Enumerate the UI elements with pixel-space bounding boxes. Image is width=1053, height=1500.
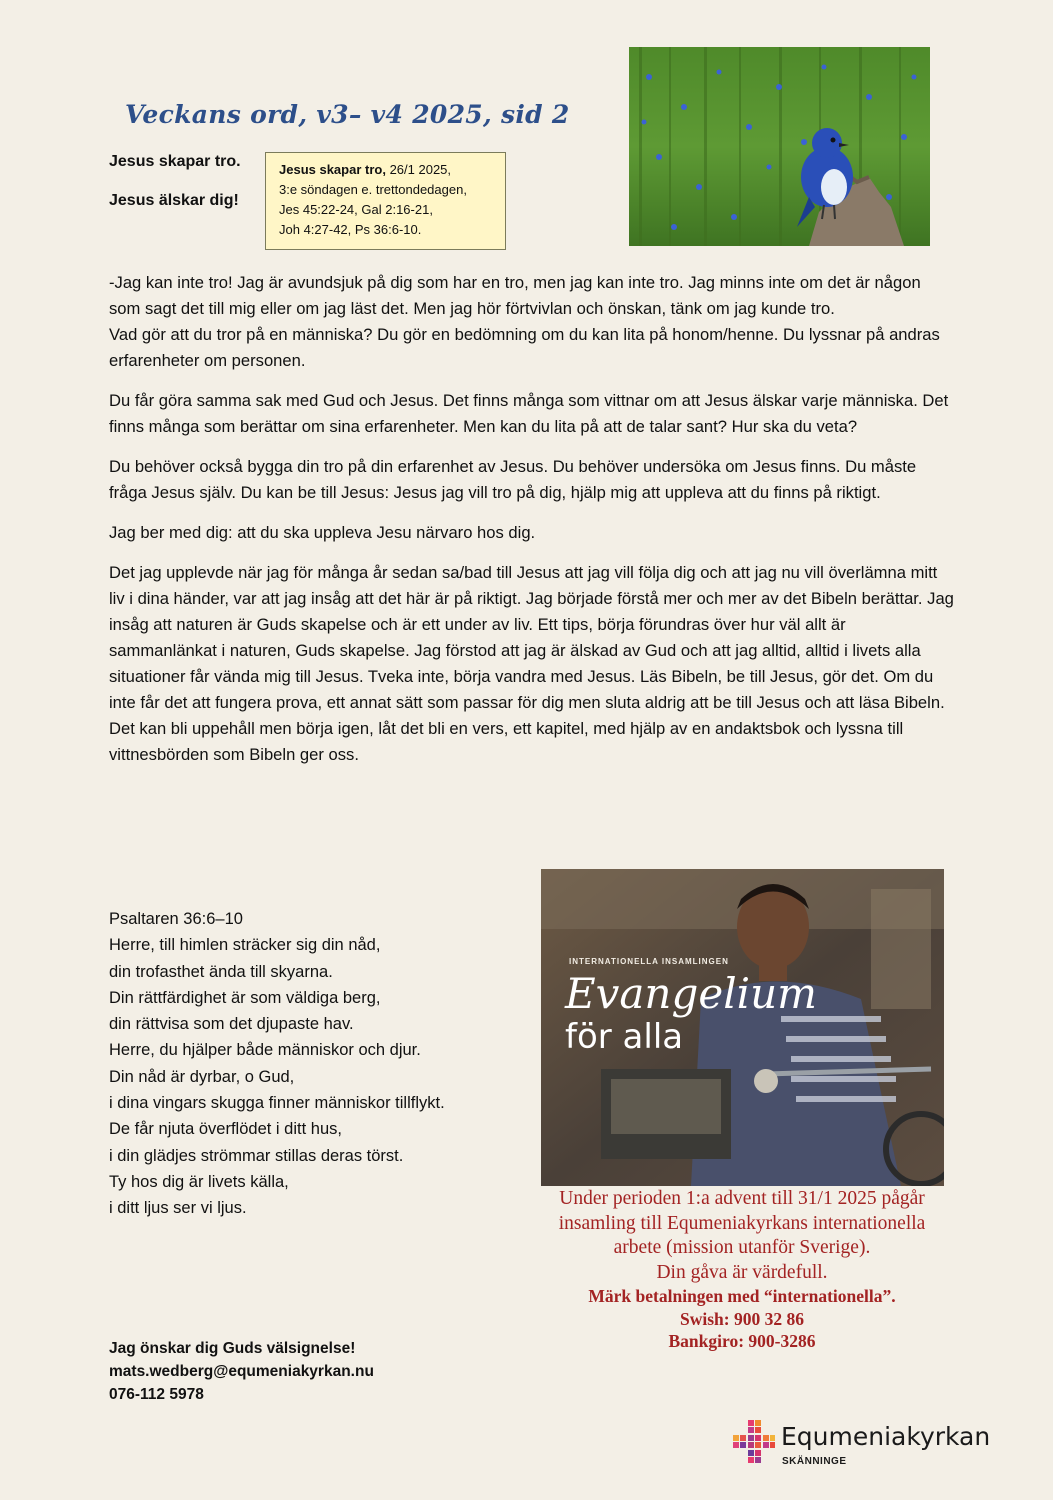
psalm-line: Ty hos dig är livets källa, [109, 1172, 289, 1191]
notice-line: Under perioden 1:a advent till 31/1 2025 pågår [559, 1188, 925, 1209]
body-paragraph: Vad gör att du tror på en människa? Du gör en bedömning om du kan lita på honom/henne. Du lyssnar på andras erfarenheter om personen. [109, 325, 940, 370]
notice-line: insamling till Equmeniakyrkans internationella [558, 1212, 926, 1234]
cross-logo-icon [733, 1420, 775, 1464]
poster-kicker: INTERNATIONELLA INSAMLINGEN [569, 957, 729, 966]
psalm-line: Herre, till himlen sträcker sig din nåd, [109, 936, 381, 955]
notice-swish: Swish: 900 32 86 [680, 1308, 804, 1329]
body-paragraph: Jag ber med dig: att du ska uppleva Jesu närvaro hos dig. [109, 523, 536, 542]
sermon-info-box [265, 152, 506, 250]
body-paragraph: Du får göra samma sak med Gud och Jesus. Det finns många som vittnar om att Jesus älskar varje människa. Det finns många som berättar om sina erfarenheter. Men kan du lita på att de talar sant? Hur ska du veta? [109, 391, 949, 436]
psalm-line: din rättvisa som det djupaste hav. [109, 1015, 354, 1034]
footer-greeting: Jag önskar dig Guds välsignelse! [109, 1340, 356, 1357]
page-title: Veckans ord, v3– v4 2025, sid 2 [125, 100, 570, 129]
psalm-line: De får njuta överflödet i ditt hus, [109, 1120, 342, 1139]
psalm-text [109, 906, 445, 1222]
poster-subtitle: för alla [565, 1017, 684, 1057]
sermon-body [109, 270, 954, 782]
collection-notice [524, 1187, 960, 1353]
info-line-2: 3:e söndagen e. trettondedagen, [279, 182, 467, 197]
logo-wordmark: Equmeniakyrkan [781, 1422, 991, 1451]
bird-photo [629, 47, 930, 246]
notice-line: arbete (mission utanför Sverige). [613, 1237, 871, 1258]
psalm-line: i ditt ljus ser vi ljus. [109, 1199, 247, 1218]
body-paragraph: -Jag kan inte tro! Jag är avundsjuk på dig som har en tro, men jag kan inte tro. Jag minns inte om det är någon som sagt det till mig eller om jag läst det. Men jag hör förtvivlan och önskan, tänk om jag kunde tro. [109, 273, 921, 318]
footer-phone: 076-112 5978 [109, 1386, 204, 1403]
body-paragraph: Det jag upplevde när jag för många år sedan sa/bad till Jesus att jag vill följa dig och att jag nu vill överlämna mitt liv i dina händer, var att jag insåg att det här är på riktigt. Jag började förstå mer och mer av det Bibeln berättar. Jag insåg att naturen är Guds skapelse och är ett under av liv. Ett tips, börja förundras över hur väl allt är sammanlänkat i naturen, Guds skapelse. Jag förstod att jag är älskad av Gud och att jag alltid, alltid i livets alla situationer får vända mig till Jesus. Tveka inte, börja vandra med Jesus. Läs Bibeln, be till Jesus, gör det. Om du inte får det att fungera prova, ett annat sätt som passar för dig men sluta aldrig att be till Jesus och att läsa Bibeln. Det kan bli uppehåll men börja igen, låt det bli en vers, ett kapitel, med hjälp av en andaktsbok och lyssna till vittnesbörden som Bibeln ger oss. [109, 563, 954, 764]
notice-bankgiro: Bankgiro: 900-3286 [668, 1331, 816, 1351]
footer-contact [109, 1337, 374, 1406]
psalm-line: Herre, du hjälper både människor och djur. [109, 1041, 421, 1060]
psalm-line: Din nåd är dyrbar, o Gud, [109, 1067, 295, 1086]
info-line-3: Jes 45:22-24, Gal 2:16-21, [279, 202, 433, 217]
info-date: 26/1 2025, [385, 162, 452, 177]
info-line-1 [279, 160, 495, 180]
psalm-line: din trofasthet ända till skyarna. [109, 962, 333, 981]
notice-payment-note: Märk betalningen med “internationella”. [588, 1286, 896, 1306]
psalm-line: i din glädjes strömmar stillas deras törst. [109, 1146, 404, 1165]
side-heading-1: Jesus skapar tro. [109, 153, 241, 170]
side-heading-2: Jesus älskar dig! [109, 192, 239, 209]
notice-line: Din gåva är värdefull. [656, 1261, 828, 1283]
poster-script-title: Evangelium [565, 969, 817, 1018]
info-title: Jesus skapar tro, [279, 162, 386, 177]
psalm-line: i dina vingars skugga finner människor tillflykt. [109, 1094, 445, 1113]
psalm-line: Din rättfärdighet är som väldiga berg, [109, 988, 381, 1007]
logo-location: SKÄNNINGE [782, 1456, 847, 1467]
footer-email[interactable]: mats.wedberg@equmeniakyrkan.nu [109, 1363, 374, 1380]
psalm-reference: Psaltaren 36:6–10 [109, 910, 243, 928]
campaign-poster [541, 869, 944, 1186]
info-line-4: Joh 4:27-42, Ps 36:6-10. [279, 222, 422, 237]
body-paragraph: Du behöver också bygga din tro på din erfarenhet av Jesus. Du behöver undersöka om Jesus finns. Du måste fråga Jesus själv. Du kan be till Jesus: Jesus jag vill tro på dig, hjälp mig att uppleva att du finns på riktigt. [109, 457, 917, 502]
